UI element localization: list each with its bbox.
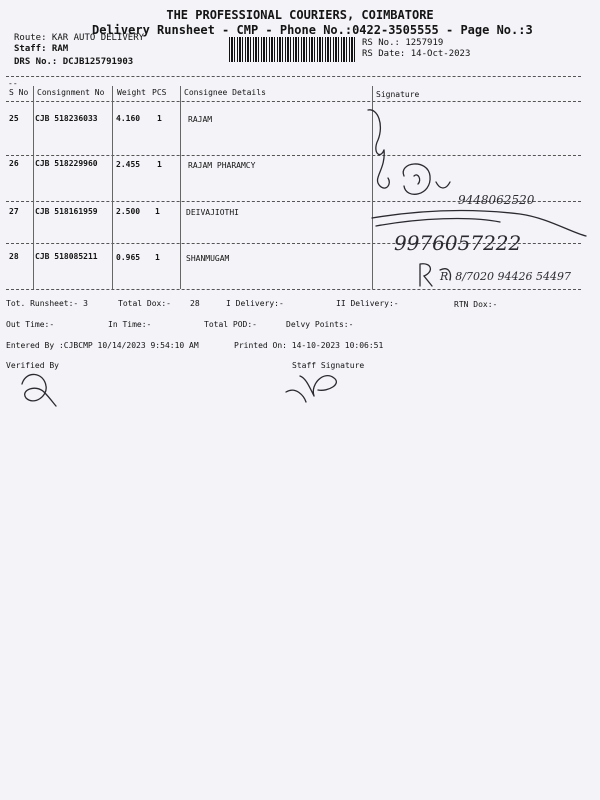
printed-on: Printed On: 14-10-2023 10:06:51 [234,341,384,350]
signature-stroke [378,150,390,188]
drs-number: DRS No.: DCJB125791903 [14,57,134,67]
row-pcs: 1 [155,253,160,262]
row-sno: 27 [9,207,19,216]
signature-stroke [414,175,420,184]
row-sno: 25 [9,114,19,123]
rs-number: RS No.: 1257919 [362,38,444,48]
signature-stroke [436,182,450,188]
in-time: In Time:- [108,320,152,329]
col-header-signature: Signature [376,90,420,99]
col-header-weight: Weight [117,88,146,97]
row-consignment: CJB 518236033 [35,114,98,123]
signature-stroke [368,110,384,155]
entered-by: Entered By :CJBCMP 10/14/2023 9:54:10 AM [6,341,199,350]
rtn-dox: RTN Dox:- [454,300,498,309]
staff-signature-stroke [286,390,306,402]
row-consignment: CJB 518161959 [35,207,98,216]
total-dox-label: Total Dox:- [118,299,171,308]
row-weight: 4.160 [116,114,141,123]
row-pcs: 1 [157,160,162,169]
row-sno: 26 [9,159,19,168]
row-consignment: CJB 518085211 [35,252,98,261]
signature-stroke [403,164,430,194]
row-sno: 28 [9,252,19,261]
verified-by-label: Verified By [6,361,59,370]
tot-runsheet: Tot. Runsheet:- 3 [6,299,88,308]
row-pcs: 1 [155,207,160,216]
out-time: Out Time:- [6,320,55,329]
col-header-consignment: Consignment No [37,88,105,97]
col-header-sno: S No [9,88,29,97]
staff-signature-label: Staff Signature [292,361,365,370]
signature-stroke [376,219,500,226]
row-consignee: DEIVAJIOTHI [186,208,239,217]
signature-stroke [420,264,432,286]
row-consignee: SHANMUGAM [186,254,230,263]
staff-label: Staff: RAM [14,44,69,54]
i-delivery: I Delivery:- [226,299,284,308]
delvy-points: Delvy Points:- [286,320,354,329]
handwritten-note: R. 8/7020 94426 54497 [440,270,571,283]
row-pcs: 1 [157,114,162,123]
row-weight: 2.500 [116,207,141,216]
runsheet-subtitle: Delivery Runsheet - CMP - Phone No.:0422-3505555 - Page No.:3 [92,23,533,37]
col-header-consignee: Consignee Details [184,88,266,97]
staff-signature-stroke [300,376,336,396]
col-header-pcs: PCS [152,88,167,97]
company-title: THE PROFESSIONAL COURIERS, COIMBATORE [166,8,434,22]
verifier-signature-stroke [22,374,56,406]
row-weight: 0.965 [116,253,141,262]
row-consignee: RAJAM [188,115,213,124]
row-consignee: RAJAM PHARAMCY [188,161,256,170]
total-pod: Total POD:- [204,320,257,329]
row-weight: 2.455 [116,160,141,169]
ii-delivery: II Delivery:- [336,299,399,308]
handwritten-phone: 9448062520 [458,193,535,207]
route-label: Route: KAR AUTO DELIVERY [14,33,145,43]
rs-date: RS Date: 14-Oct-2023 [362,49,471,59]
total-dox-value: 28 [190,299,200,308]
dash-mark: -- [8,79,18,88]
row-consignment: CJB 518229960 [35,159,98,168]
handwritten-phone: 9976057222 [394,231,522,255]
